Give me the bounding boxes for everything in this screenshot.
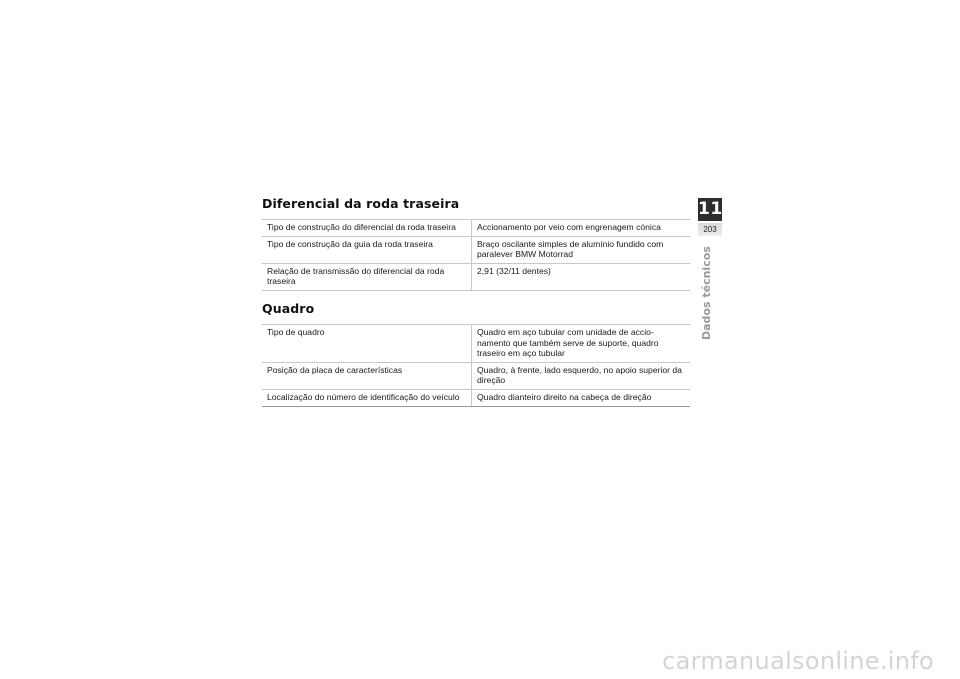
table-row: [262, 263, 690, 290]
spec-label: Tipo de construção do diferencial da roda traseira: [262, 220, 472, 237]
chapter-tab: [698, 198, 722, 238]
chapter-side-label: [699, 246, 717, 340]
spec-label: Localização do número de identificação do veículo: [262, 389, 472, 406]
table-row: [262, 236, 690, 263]
chapter-name: Dados técnicos: [700, 246, 713, 340]
frame-table: [262, 324, 690, 407]
spec-value: Quadro, à frente, lado esquerdo, no apoio superior da direção: [472, 362, 691, 389]
watermark: carmanualsonline.info: [662, 647, 934, 675]
spec-value: Quadro dianteiro direito na cabeça de direção: [472, 389, 691, 406]
spec-label: Relação de transmissão do diferencial da roda traseira: [262, 263, 472, 290]
document-content: [262, 196, 690, 407]
table-row: [262, 362, 690, 389]
table-row: [262, 389, 690, 406]
table-row: [262, 324, 690, 362]
spec-value: Quadro em aço tubular com unidade de accio-namento que também serve de suporte, quadro traseiro em aço tubular: [472, 324, 691, 362]
spec-value: 2,91 (32/11 dentes): [472, 263, 691, 290]
spec-value: Accionamento por veio com engrenagem cónica: [472, 220, 691, 237]
spec-label: Tipo de construção da guia da roda traseira: [262, 236, 472, 263]
rear-differential-table: [262, 219, 690, 291]
section-title-frame: Quadro: [262, 300, 315, 316]
page-number: 203: [698, 223, 722, 236]
spec-value: Braço oscilante simples de alumínio fundido com paralever BMW Motorrad: [472, 236, 691, 263]
spec-label: Posição da placa de características: [262, 362, 472, 389]
table-row: [262, 220, 690, 237]
chapter-number: 11: [698, 199, 723, 219]
section-title-rear-differential: Diferencial da roda traseira: [262, 196, 460, 211]
spec-label: Tipo de quadro: [262, 324, 472, 362]
